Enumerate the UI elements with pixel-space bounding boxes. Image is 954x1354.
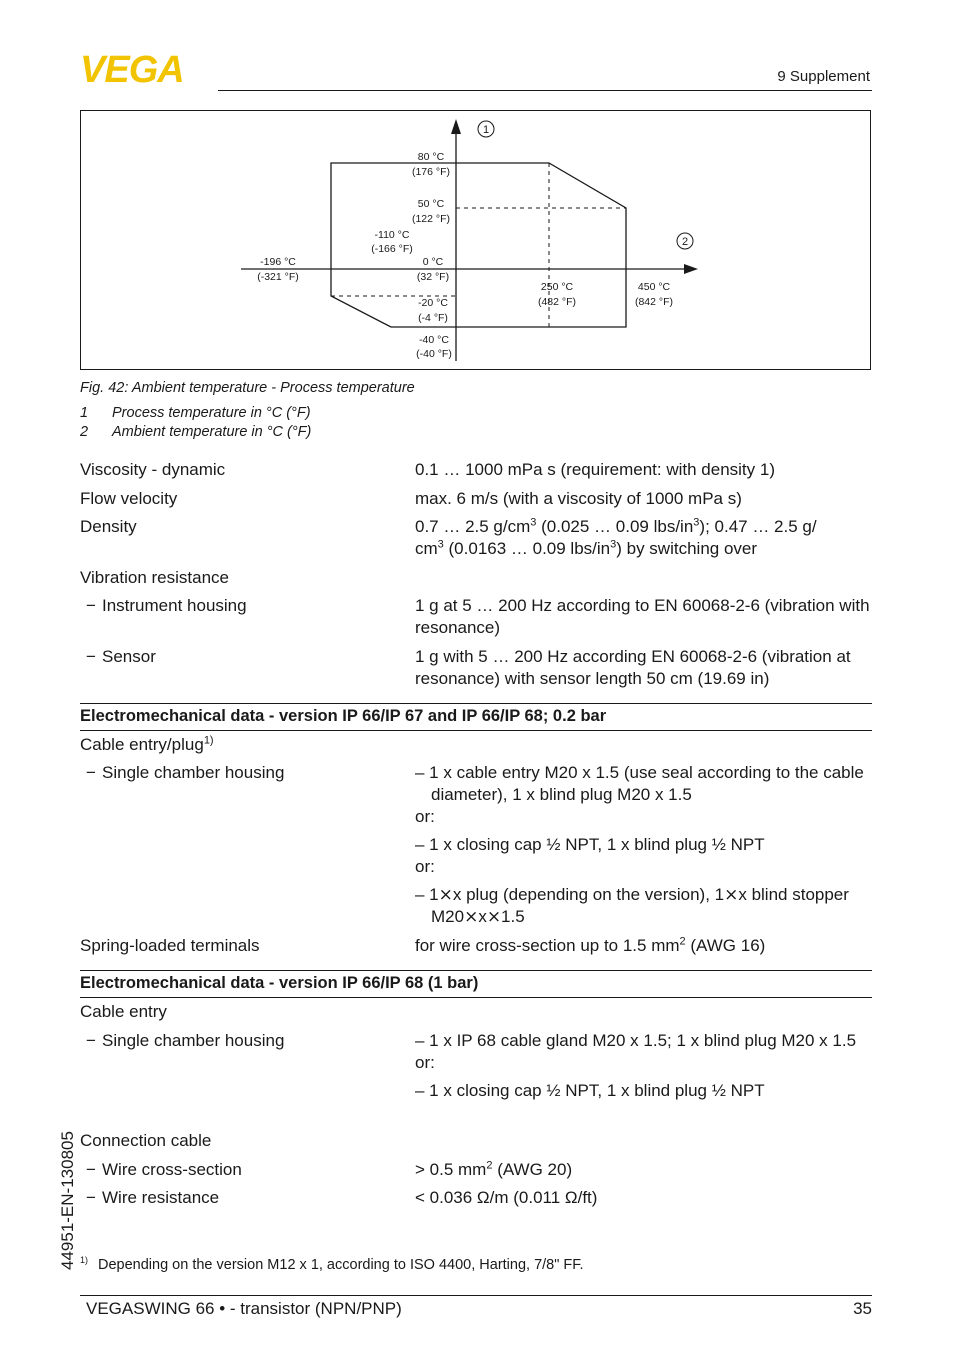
- svg-text:2: 2: [681, 236, 689, 248]
- label-450c: 450 °C: [637, 281, 671, 293]
- temperature-diagram: [80, 110, 871, 370]
- svg-text:(-40 °F): (-40 °F): [416, 348, 452, 360]
- label-m110c: -110 °C: [374, 229, 410, 241]
- svg-text:(122 °F): (122 °F): [411, 213, 451, 225]
- label-0c: 0 °C: [422, 256, 444, 268]
- legend-item: 2 Ambient temperature in °C (°F): [80, 424, 312, 440]
- section-heading-ip67: Electromechanical data - version IP 66/IP 67 and IP 66/IP 68; 0.2 bar: [80, 703, 872, 731]
- svg-text:(32 °F): (32 °F): [416, 271, 450, 283]
- label-m40c: -40 °C: [419, 334, 449, 346]
- page-number: 35: [853, 1299, 872, 1318]
- svg-text:(-166 °F): (-166 °F): [371, 243, 413, 255]
- label-80c: 80 °C: [417, 151, 445, 163]
- label-250c: 250 °C: [540, 281, 574, 293]
- svg-text:1: 1: [482, 124, 490, 136]
- svg-text:(176 °F): (176 °F): [411, 166, 451, 178]
- svg-text:(-321 °F): (-321 °F): [257, 271, 299, 283]
- svg-text:(482 °F): (482 °F): [537, 296, 577, 308]
- legend-item: 1 Process temperature in °C (°F): [80, 405, 311, 421]
- svg-text:(842 °F): (842 °F): [634, 296, 674, 308]
- section-label: 9 Supplement: [777, 68, 870, 85]
- footer-title: VEGASWING 66 • - transistor (NPN/PNP): [86, 1299, 402, 1318]
- y-axis-arrow: [451, 119, 461, 134]
- footnote: $^{1)}$ Depending on the version M12 x 1, according to ISO 4400, Harting, 7/8" FF.: [80, 1255, 584, 1273]
- section-heading-ip68: Electromechanical data - version IP 66/IP 68 (1 bar): [80, 970, 872, 998]
- x-axis-arrow: [684, 264, 698, 274]
- svg-text:VEGA: VEGA: [80, 52, 184, 84]
- vega-logo: [80, 52, 212, 84]
- figure-caption: Fig. 42: Ambient temperature - Process temperature: [80, 380, 415, 396]
- svg-text:(-4 °F): (-4 °F): [418, 312, 448, 324]
- header-rule: [218, 90, 872, 91]
- label-m20c: -20 °C: [418, 297, 448, 309]
- document-id: 44951-EN-130805: [58, 1131, 77, 1270]
- label-m196c: -196 °C: [260, 256, 296, 268]
- label-50c: 50 °C: [417, 198, 445, 210]
- footer-rule: [80, 1295, 872, 1296]
